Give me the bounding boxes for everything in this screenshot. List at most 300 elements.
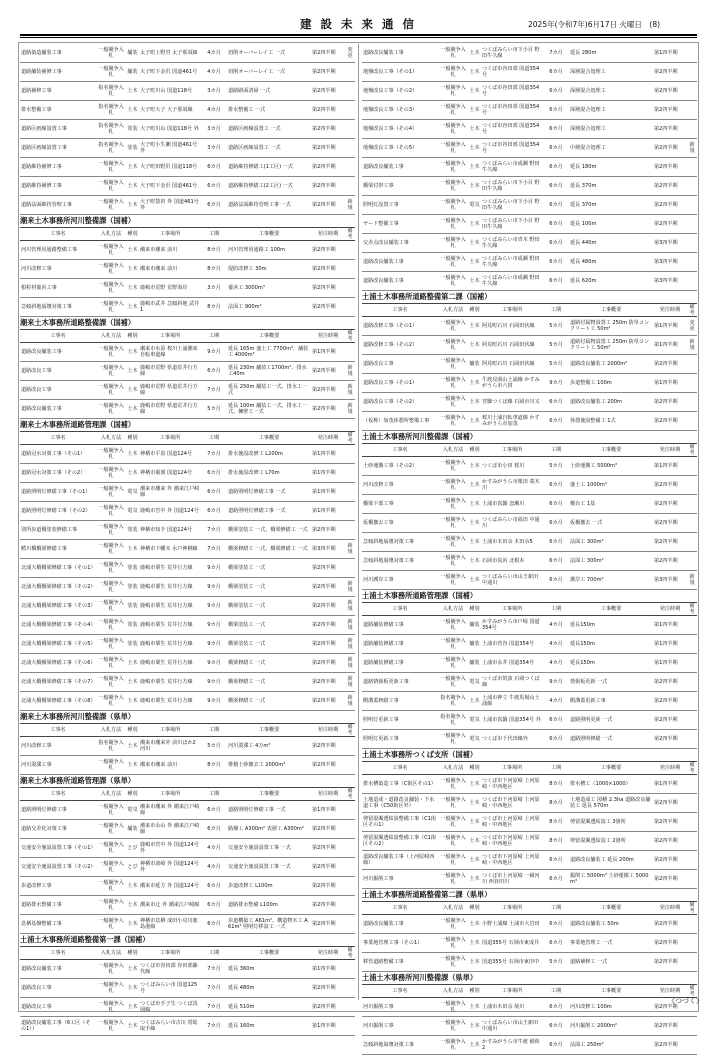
- table-cell: 照明灯更新工事: [362, 711, 438, 730]
- table-cell: 道路維持修繕工(2工区) 一式: [227, 177, 311, 196]
- table-header-row: [20, 432, 355, 445]
- section-title: 土浦土木事務所道路整備第二課（県単）: [362, 890, 492, 899]
- table-cell: 一般競争入札: [438, 775, 468, 794]
- table-cell: 一般競争入札: [96, 979, 126, 998]
- table-cell: 電気: [126, 483, 139, 502]
- table-cell: 一般競争入札: [438, 196, 468, 215]
- table-cell: 一般競争入札: [96, 44, 126, 63]
- table-cell: 電気: [468, 196, 481, 215]
- table-cell: 第1四半期: [653, 635, 687, 654]
- table-cell: 一般競争入札: [438, 514, 468, 533]
- column-header: 工事概要: [227, 432, 311, 445]
- table-cell: 河川管理用通路整備工事: [20, 241, 96, 260]
- table-cell: 河川改修工 100m: [569, 998, 653, 1017]
- table-cell: 第2四半期: [311, 616, 345, 635]
- table-cell: 一般競争入札: [96, 692, 126, 711]
- table-cell: 法面工 300m²: [569, 533, 653, 552]
- table-cell: 土木: [126, 196, 139, 215]
- table-cell: 地盤改良工事（その2）: [362, 82, 438, 101]
- table-cell: 土木: [468, 412, 481, 431]
- table-cell: 6カ月: [543, 730, 569, 749]
- column-header: 工事場所: [481, 762, 543, 775]
- table-cell: 電気: [468, 711, 481, 730]
- table-cell: [345, 801, 355, 820]
- table-cell: つくば市筑波 石岡つくば線: [481, 673, 543, 692]
- table-cell: 4カ月: [201, 858, 227, 877]
- table-cell: 土木: [468, 1036, 481, 1055]
- table-cell: [687, 82, 697, 101]
- table-cell: 土砂運搬工事（その2）: [362, 457, 438, 476]
- table-cell: 道路改良工事: [362, 355, 438, 374]
- table-cell: 4カ月: [543, 654, 569, 673]
- table-cell: [687, 374, 697, 393]
- table-cell: 道路改良舗装工事: [362, 44, 438, 63]
- table-cell: 新規: [345, 196, 355, 215]
- table-cell: 移管道路整備工事: [362, 953, 438, 972]
- table-row: [20, 616, 355, 635]
- table-cell: 4カ月: [201, 839, 227, 858]
- table-cell: 土浦市菅谷 国道354号: [481, 635, 543, 654]
- table-row: [362, 215, 697, 234]
- table-cell: つくば市谷田部 国道354号: [481, 63, 543, 82]
- table-cell: [345, 241, 355, 260]
- column-header: 工期: [201, 432, 227, 445]
- table-cell: 一般競争入札: [438, 63, 468, 82]
- table-cell: 大子町大子 大子那須線: [139, 101, 201, 120]
- table-cell: 変更: [345, 44, 355, 63]
- column-header: 備考: [687, 444, 697, 457]
- table-cell: 第2四半期: [311, 737, 345, 756]
- table-cell: 仮橋撤去 一式: [569, 514, 653, 533]
- table-cell: つくば市下河原崎 上河原崎・中西地区: [481, 851, 543, 870]
- section-title: 潮来土木事務所道路整備課（国補）: [20, 318, 136, 327]
- table-cell: 新規: [345, 692, 355, 711]
- table-cell: 潮来市延方 外 国道124号: [139, 877, 201, 896]
- table-cell: 7カ月: [201, 1017, 227, 1036]
- table-cell: 一般競争入札: [438, 457, 468, 476]
- table-cell: 第2四半期: [653, 692, 687, 711]
- table-cell: [345, 158, 355, 177]
- table-cell: 交通安全施設設置工事（その2）: [20, 858, 96, 877]
- column-header: 種別: [126, 432, 139, 445]
- table-cell: [687, 953, 697, 972]
- table-cell: 一般競争入札: [438, 495, 468, 514]
- table-row: [362, 934, 697, 953]
- table-cell: 第2四半期: [653, 870, 687, 889]
- table-cell: 土木: [468, 177, 481, 196]
- table-row: [362, 953, 697, 972]
- table-row: [20, 502, 355, 521]
- table-header-row: [20, 724, 355, 737]
- table-cell: 鹿嶋市荒野 県道荒井行方線: [139, 400, 201, 419]
- table-cell: 第2四半期: [311, 915, 345, 934]
- table-row: [362, 82, 697, 101]
- table-cell: [345, 445, 355, 464]
- table-cell: 一般競争入札: [96, 839, 126, 858]
- table-cell: 4カ月: [201, 44, 227, 63]
- tender-table: [362, 303, 697, 431]
- table-cell: 土木: [468, 44, 481, 63]
- table-cell: 第2四半期: [653, 711, 687, 730]
- table-cell: 急傾斜地崩壊対策工事: [20, 298, 96, 317]
- table-cell: つくば市下河原崎 上河原崎・中西地区: [481, 775, 543, 794]
- table-cell: 土木: [468, 120, 481, 139]
- table-cell: [687, 355, 697, 374]
- table-cell: 土木: [468, 317, 481, 336]
- table-cell: 盛土工 1000m³: [569, 476, 653, 495]
- table-cell: 6カ月: [201, 464, 227, 483]
- table-cell: 土木: [468, 832, 481, 851]
- table-cell: [687, 1017, 697, 1036]
- table-cell: 切削オーバーレイ工 一式: [227, 44, 311, 63]
- table-cell: つくば市谷田部 国道354号: [481, 82, 543, 101]
- table-cell: 堤防改修工 30m: [227, 260, 311, 279]
- column-header: 工事概要: [569, 603, 653, 616]
- column-header: 工期: [201, 788, 227, 801]
- table-cell: 第2四半期: [311, 858, 345, 877]
- table-cell: [687, 616, 697, 635]
- table-cell: 一般競争入札: [96, 298, 126, 317]
- table-cell: 土木: [126, 915, 139, 934]
- table-cell: 桜川土浦自転車道線 かすみがうら市加茂: [481, 412, 543, 431]
- table-cell: 道路付属物設置工 250m 防草コンクリート工 50m²: [569, 317, 653, 336]
- table-row: [20, 654, 355, 673]
- table-cell: 一般競争入札: [438, 215, 468, 234]
- table-cell: 一般競争入札: [96, 756, 126, 775]
- table-cell: 牛渡見湯山土浦線 かすみがうら市六貫: [481, 374, 543, 393]
- table-cell: 第2四半期: [653, 552, 687, 571]
- table-cell: 第2四半期: [311, 896, 345, 915]
- table-cell: 第3四半期: [653, 272, 687, 291]
- table-cell: 第2四半期: [653, 673, 687, 692]
- table-cell: 道路改良舗装工事: [20, 343, 96, 362]
- table-cell: 石岡市真浜 北根本: [481, 552, 543, 571]
- tender-table: [20, 946, 355, 1036]
- table-cell: 道路照明更新 一式: [569, 711, 653, 730]
- table-cell: かすみがうら市戸崎 国道354号: [481, 616, 543, 635]
- table-row: [362, 120, 697, 139]
- column-header: 工事名: [20, 788, 96, 801]
- table-cell: 第2四半期: [653, 832, 687, 851]
- table-cell: 橋梁塗装工 一式: [227, 578, 311, 597]
- table-cell: [345, 502, 355, 521]
- table-row: [20, 260, 355, 279]
- table-row: [362, 794, 697, 813]
- table-cell: 土木: [126, 82, 139, 101]
- table-cell: 潮来市永山 外 潮来江戸崎線: [139, 820, 201, 839]
- column-header: 工期: [201, 330, 227, 343]
- table-cell: つくば市千代田線外: [481, 730, 543, 749]
- table-cell: 延長 230m 舗装工1700m²、排水工40m: [227, 362, 311, 381]
- table-cell: 第2四半期: [653, 215, 687, 234]
- table-cell: 土浦市真鍋 国道354号 外: [481, 711, 543, 730]
- table-cell: 舗装: [468, 635, 481, 654]
- table-cell: 北浦大橋橋梁修繕工事（その5）: [20, 635, 96, 654]
- table-cell: 第1四半期: [311, 502, 345, 521]
- table-cell: 第2四半期: [311, 578, 345, 597]
- table-cell: 7カ月: [201, 381, 227, 400]
- column-header: 種別: [468, 985, 481, 998]
- table-cell: 第1四半期: [311, 464, 345, 483]
- table-cell: 河川浚渫工 4万m³: [227, 737, 311, 756]
- table-cell: 道路法面維持管理工事: [20, 196, 96, 215]
- table-cell: 4カ月: [543, 635, 569, 654]
- tender-table: [20, 44, 355, 215]
- column-header: 工事名: [20, 228, 96, 241]
- table-cell: 一般競争入札: [438, 139, 468, 158]
- column-header: 入札方法: [96, 228, 126, 241]
- table-cell: 一般競争入札: [438, 101, 468, 120]
- table-cell: 第2四半期: [653, 139, 687, 158]
- section-title: 土浦土木事務所河川整備課（国補）: [362, 432, 478, 441]
- table-cell: [345, 756, 355, 775]
- table-cell: 河川掘削工 2000m²: [569, 1017, 653, 1036]
- table-cell: 延長 180m: [569, 158, 653, 177]
- table-row: [362, 177, 697, 196]
- table-row: [362, 1017, 697, 1036]
- table-cell: 延長 370m: [569, 196, 653, 215]
- header-rule-thin: [20, 37, 697, 38]
- table-cell: 第2四半期: [311, 692, 345, 711]
- table-cell: [345, 177, 355, 196]
- table-cell: [687, 552, 697, 571]
- table-cell: 切削オーバーレイ工 一式: [227, 63, 311, 82]
- table-cell: 宮脚つくば線 石岡市川又: [481, 393, 543, 412]
- table-cell: 土木: [468, 495, 481, 514]
- column-header: 工事場所: [139, 432, 201, 445]
- table-cell: 6カ月: [543, 120, 569, 139]
- table-cell: 第2四半期: [311, 597, 345, 616]
- table-cell: つくばみらい市福田 中通川: [481, 514, 543, 533]
- table-cell: 6カ月: [543, 998, 569, 1017]
- table-cell: 第2四半期: [653, 495, 687, 514]
- table-cell: [345, 298, 355, 317]
- table-cell: 4カ月: [201, 101, 227, 120]
- table-cell: 橋梁塗装工 一式: [227, 597, 311, 616]
- table-row: [362, 253, 697, 272]
- table-cell: 第2四半期: [653, 851, 687, 870]
- table-row: [20, 915, 355, 934]
- table-cell: 一般競争入札: [96, 540, 126, 559]
- column-divider: [358, 44, 359, 1000]
- table-cell: 道路改良舗装工事: [20, 400, 96, 419]
- table-cell: [687, 253, 697, 272]
- table-cell: [687, 177, 697, 196]
- table-cell: 土木: [468, 63, 481, 82]
- table-cell: 第2四半期: [311, 521, 345, 540]
- table-cell: 塗装: [126, 559, 139, 578]
- table-cell: 第2四半期: [311, 101, 345, 120]
- table-cell: 6カ月: [543, 215, 569, 234]
- table-row: [20, 381, 355, 400]
- table-cell: 第3四半期: [311, 540, 345, 559]
- section-title: 土浦土木事務所河川整備課（県単）: [362, 973, 478, 982]
- table-cell: 一般競争入札: [96, 915, 126, 934]
- table-cell: 法面工 300m²: [569, 552, 653, 571]
- table-cell: 第1四半期: [653, 44, 687, 63]
- table-cell: 道路改良舗装工事: [362, 253, 438, 272]
- table-cell: 第2四半期: [653, 1036, 687, 1055]
- table-cell: 塗装: [126, 139, 139, 158]
- table-row: [362, 1036, 697, 1055]
- table-cell: 土木: [126, 241, 139, 260]
- column-header: 工事名: [362, 762, 438, 775]
- table-cell: 第1四半期: [311, 343, 345, 362]
- table-cell: 7カ月: [201, 540, 227, 559]
- table-cell: 9カ月: [201, 635, 227, 654]
- table-cell: 太子町上野宮 太子那須線: [139, 44, 201, 63]
- table-cell: 9カ月: [201, 616, 227, 635]
- table-cell: 9カ月: [201, 673, 227, 692]
- table-cell: 鹿嶋市荒野 県道荒井行方線: [139, 381, 201, 400]
- table-cell: [687, 934, 697, 953]
- table-cell: 6カ月: [201, 483, 227, 502]
- column-header: 種別: [468, 762, 481, 775]
- table-row: [20, 998, 355, 1017]
- tender-table: [362, 901, 697, 972]
- table-cell: 土木: [468, 336, 481, 355]
- table-row: [20, 464, 355, 483]
- table-row: [362, 635, 697, 654]
- table-cell: 道路舗装修繕工事: [362, 635, 438, 654]
- table-cell: 一般競争入札: [96, 63, 126, 82]
- table-cell: 第2四半期: [653, 101, 687, 120]
- table-cell: 8カ月: [201, 756, 227, 775]
- table-cell: 6カ月: [543, 851, 569, 870]
- table-cell: 北浦大橋橋梁修繕工事（その1）: [20, 559, 96, 578]
- table-cell: 第2四半期: [653, 915, 687, 934]
- table-cell: [345, 1017, 355, 1036]
- table-cell: 8カ月: [543, 794, 569, 813]
- column-header: 備考: [345, 228, 355, 241]
- table-cell: 9カ月: [201, 343, 227, 362]
- table-cell: 土木: [126, 896, 139, 915]
- table-cell: 道路改良舗装工事: [362, 272, 438, 291]
- right-column: [362, 44, 697, 1055]
- tender-table: [20, 329, 355, 419]
- table-cell: （仮称）加茂休憩所整備工事: [362, 412, 438, 431]
- table-cell: 第2四半期: [653, 533, 687, 552]
- table-row: [362, 533, 697, 552]
- table-cell: つくばみらい市下小目 野田牛久線: [481, 196, 543, 215]
- table-cell: 橋梁塗装工 一式、橋梁修繕工 一式: [227, 521, 311, 540]
- table-cell: [687, 915, 697, 934]
- table-cell: 延長 160m: [227, 1017, 311, 1036]
- column-header: 入札方法: [96, 432, 126, 445]
- tender-table: [20, 227, 355, 317]
- table-cell: 潮来市潮来 前川: [139, 260, 201, 279]
- table-cell: つくばみらい市成瀬 野田牛久線: [481, 158, 543, 177]
- table-cell: 情報板更新 一式: [569, 673, 653, 692]
- table-cell: [345, 858, 355, 877]
- tender-table: [362, 443, 697, 590]
- table-cell: 急傾斜地崩壊対策工事: [362, 533, 438, 552]
- table-cell: 第1四半期: [311, 1017, 345, 1036]
- table-row: [362, 336, 697, 355]
- tender-table: [20, 431, 355, 711]
- table-cell: 一般競争入札: [96, 521, 126, 540]
- table-row: [362, 393, 697, 412]
- table-row: [362, 775, 697, 794]
- table-row: [20, 673, 355, 692]
- table-cell: 9カ月: [201, 578, 227, 597]
- table-cell: 土木: [468, 571, 481, 590]
- table-cell: 土木: [468, 870, 481, 889]
- table-cell: 一般競争入札: [96, 343, 126, 362]
- column-header: 工事場所: [481, 444, 543, 457]
- table-cell: 道路改修工事（その1）: [362, 317, 438, 336]
- table-cell: 第2四半期: [311, 877, 345, 896]
- table-row: [362, 998, 697, 1017]
- column-header: 備考: [687, 603, 697, 616]
- table-cell: 鹿嶋市粟生 荒井行方線: [139, 635, 201, 654]
- column-header: 工期: [543, 444, 569, 457]
- table-cell: つくばみらい市古川 常総取手線: [139, 1017, 201, 1036]
- table-cell: 6カ月: [543, 234, 569, 253]
- table-cell: 舗装: [468, 654, 481, 673]
- table-cell: [687, 692, 697, 711]
- table-cell: 塗装: [126, 578, 139, 597]
- table-row: [20, 362, 355, 381]
- table-row: [362, 571, 697, 590]
- table-cell: 道路照明灯修繕工事: [20, 801, 96, 820]
- table-cell: 道路築造舗装工事: [20, 44, 96, 63]
- table-cell: 一般競争入札: [438, 120, 468, 139]
- column-header: 発注時期: [653, 762, 687, 775]
- table-cell: 鹿嶋市粟生 荒井行方線: [139, 616, 201, 635]
- table-row: [362, 158, 697, 177]
- table-header-row: [362, 902, 697, 915]
- table-cell: 鹿嶋市宮中 外 国道124号 外: [139, 839, 201, 858]
- table-cell: 土木: [126, 177, 139, 196]
- table-cell: 一般競争入札: [96, 502, 126, 521]
- table-cell: 延長 360m: [227, 960, 311, 979]
- table-cell: 6カ月: [543, 63, 569, 82]
- table-header-row: [362, 985, 697, 998]
- table-cell: 一般競争入札: [438, 82, 468, 101]
- table-cell: 9カ月: [201, 597, 227, 616]
- column-header: 工事名: [362, 603, 438, 616]
- table-row: [362, 711, 697, 730]
- table-cell: 河川改修工事: [20, 737, 96, 756]
- table-cell: 土浦市木田余 木田余5: [481, 533, 543, 552]
- table-cell: 潮来市潮来外 前川ほか2河川: [139, 737, 201, 756]
- table-cell: 道路舗装補修工事: [20, 63, 96, 82]
- table-cell: 照明灯設置工事: [362, 196, 438, 215]
- table-row: [362, 272, 697, 291]
- table-cell: 深層混合処理工: [569, 120, 653, 139]
- table-cell: 第2四半期: [653, 730, 687, 749]
- table-cell: 鹿嶋市粟生 荒井行方線: [139, 673, 201, 692]
- table-cell: 一般競争入札: [438, 552, 468, 571]
- column-header: 発注時期: [311, 724, 345, 737]
- table-cell: 土木: [126, 279, 139, 298]
- table-cell: 道路冠水対策工事（その2）: [20, 464, 96, 483]
- table-cell: とび: [126, 839, 139, 858]
- table-cell: 河川改修工事: [20, 260, 96, 279]
- table-cell: 土木: [468, 215, 481, 234]
- table-cell: 土木: [126, 756, 139, 775]
- table-cell: 阿見町石川 石岡田伏線: [481, 336, 543, 355]
- issue-date: [528, 19, 660, 30]
- table-cell: 道路排水整備 L100m: [227, 896, 311, 915]
- table-cell: 延長 440m: [569, 234, 653, 253]
- table-header-row: [20, 947, 355, 960]
- table-cell: つくばみらい市成瀬 野田牛久線: [481, 253, 543, 272]
- column-header: 工事名: [362, 902, 438, 915]
- table-cell: 土木: [468, 998, 481, 1017]
- table-cell: 土木: [126, 381, 139, 400]
